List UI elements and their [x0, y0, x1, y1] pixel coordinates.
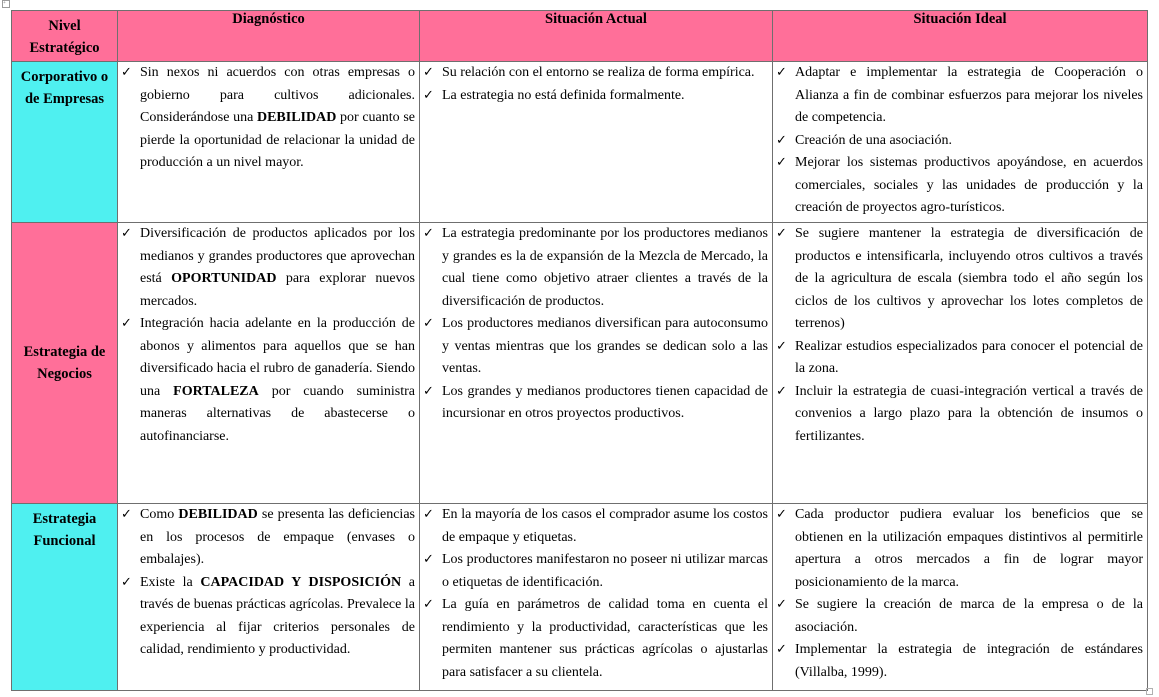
- bullet-text: Implementar la estrategia de integración de estándares (Villalba, 1999).: [795, 642, 1143, 680]
- check-mark-icon: ✓: [776, 155, 787, 170]
- check-mark-icon: ✓: [423, 597, 434, 612]
- level-business: Estrategia de Negocios: [12, 223, 118, 504]
- bullet-item: [773, 152, 1143, 220]
- bullet-text: Diversificación de productos aplicados por los medianos y grandes productores que aprovechan está: [140, 226, 415, 286]
- cell-current: [420, 223, 773, 504]
- row-corporate: [12, 62, 1148, 223]
- bullet-list: [118, 223, 419, 448]
- check-mark-icon: ✓: [776, 597, 787, 612]
- bullet-text: Los grandes y medianos productores tienen capacidad de incursionar en otros proyectos productivos.: [442, 383, 768, 421]
- bullet-item: [118, 62, 415, 175]
- bullet-text: Se sugiere la creación de marca de la empresa o de la asociación.: [795, 597, 1143, 635]
- bullet-text: Cada productor pudiera evaluar los beneficios que se obtienen en la utilización empaques distintivos al permitirle apertura a otros mercados a fin de lograr mayor posicionamiento de la marca.: [795, 507, 1143, 590]
- header-current: Situación Actual: [420, 11, 773, 62]
- bullet-item: [420, 381, 768, 426]
- bullet-keyword: OPORTUNIDAD: [171, 271, 277, 286]
- check-mark-icon: ✓: [423, 552, 434, 567]
- bullet-list: [420, 223, 772, 426]
- bullet-list: [420, 504, 772, 684]
- bullet-item: [118, 504, 415, 572]
- bullet-text: a través de buenas prácticas agrícolas. Prevalece la experiencia al fijar criterios personales de calidad, rendimiento y productividad.: [140, 574, 415, 657]
- bullet-list: [773, 223, 1147, 448]
- anchor-icon: +: [2, 0, 10, 8]
- check-mark-icon: ✓: [423, 87, 434, 103]
- bullet-text: por cuando suministra maneras alternativas de abastecerse o autofinanciarse.: [140, 383, 415, 444]
- bullet-item: [773, 381, 1143, 449]
- check-mark-icon: ✓: [121, 574, 132, 590]
- bullet-item: [773, 336, 1143, 381]
- header-level: Nivel Estratégico: [12, 11, 118, 62]
- bullet-item: [773, 594, 1143, 639]
- bullet-text: para explorar nuevos mercados.: [140, 271, 415, 309]
- bullet-text: La estrategia predominante por los productores medianos y grandes es la de expansión de la Mezcla de Mercado, la cual tiene como objetivo atraer clientes a través de la diversificación de productos.: [442, 226, 768, 309]
- level-functional: Estrategia Funcional: [12, 504, 118, 691]
- bullet-item: [420, 549, 768, 594]
- bullet-item: [420, 594, 768, 684]
- header-ideal: Situación Ideal: [773, 11, 1148, 62]
- bullet-item: [420, 85, 768, 108]
- check-mark-icon: ✓: [423, 383, 434, 399]
- bullet-keyword: DEBILIDAD: [256, 110, 337, 125]
- bullet-text: La estrategia no está definida formalmente.: [442, 87, 685, 103]
- bullet-list: [118, 504, 419, 662]
- check-mark-icon: ✓: [776, 65, 787, 80]
- bullet-item: [773, 130, 1143, 153]
- check-mark-icon: ✓: [423, 316, 434, 331]
- bullet-item: [773, 504, 1143, 594]
- cell-diagnostic: [118, 223, 420, 504]
- bullet-item: [118, 223, 415, 313]
- check-mark-icon: ✓: [423, 226, 434, 241]
- bullet-text: Realizar estudios especializados para conocer el potencial de la zona.: [795, 338, 1143, 376]
- bullet-list: [773, 62, 1147, 220]
- bullet-list: [773, 504, 1147, 684]
- check-mark-icon: ✓: [776, 226, 787, 241]
- bullet-text: por cuanto se pierde la oportunidad de relacionar la unidad de producción a un nivel mayor.: [140, 110, 415, 170]
- bullet-keyword: DEBILIDAD: [178, 507, 258, 522]
- bullet-text: Existe la: [140, 574, 201, 590]
- bullet-list: [118, 62, 419, 175]
- cell-ideal: [773, 62, 1148, 223]
- check-mark-icon: ✓: [423, 65, 434, 80]
- row-business: [12, 223, 1148, 504]
- bullet-item: [420, 62, 768, 85]
- cell-current: [420, 504, 773, 691]
- bullet-text: Sin nexos ni acuerdos con otras empresas o gobierno para cultivos adicionales. Considerándose una: [140, 65, 415, 125]
- bullet-text: Adaptar e implementar la estrategia de Cooperación o Alianza a fin de combinar esfuerzos para mejorar los niveles de competencia.: [795, 65, 1143, 125]
- cell-diagnostic: [118, 62, 420, 223]
- bullet-text: Los productores medianos diversifican para autoconsumo y ventas mientras que los grandes se dedican solo a las ventas.: [442, 316, 768, 376]
- bullet-list: [420, 62, 772, 107]
- cell-current: [420, 62, 773, 223]
- bullet-text: Mejorar los sistemas productivos apoyándose, en acuerdos comerciales, sociales y las unidades de producción y la creación de proyectos agro-turísticos.: [795, 155, 1143, 215]
- bullet-text: Los productores manifestaron no poseer ni utilizar marcas o etiquetas de identificación.: [442, 552, 768, 590]
- cell-diagnostic: [118, 504, 420, 691]
- bullet-text: Creación de una asociación.: [795, 132, 953, 148]
- bullet-text: Su relación con el entorno se realiza de forma empírica.: [442, 65, 755, 80]
- check-mark-icon: ✓: [423, 507, 434, 522]
- check-mark-icon: ✓: [776, 642, 787, 657]
- bullet-item: [420, 504, 768, 549]
- cell-ideal: [773, 223, 1148, 504]
- header-row: [12, 11, 1148, 62]
- bullet-text: La guía en parámetros de calidad toma en cuenta el rendimiento y la productividad, características que les permiten mantener sus prácticas agrícolas o ajustarlas para satisfacer a su clientela.: [442, 597, 768, 680]
- check-mark-icon: ✓: [121, 65, 132, 80]
- bullet-item: [773, 639, 1143, 684]
- bullet-text: Incluir la estrategia de cuasi-integración vertical a través de convenios a largo plazo para la obtención de insumos o fertilizantes.: [795, 383, 1143, 444]
- header-diagnostic: Diagnóstico: [118, 11, 420, 62]
- level-corporate: Corporativo o de Empresas: [12, 62, 118, 223]
- check-mark-icon: ✓: [776, 338, 787, 354]
- bullet-text: Como: [140, 507, 179, 522]
- bullet-item: [773, 223, 1143, 336]
- check-mark-icon: ✓: [776, 383, 787, 399]
- check-mark-icon: ✓: [776, 132, 787, 148]
- check-mark-icon: ✓: [121, 316, 132, 331]
- row-functional: [12, 504, 1148, 691]
- cell-ideal: [773, 504, 1148, 691]
- bullet-keyword: FORTALEZA: [173, 383, 259, 399]
- bullet-item: [773, 62, 1143, 130]
- bullet-text: En la mayoría de los casos el comprador asume los costos de empaque y etiquetas.: [442, 507, 768, 545]
- bullet-item: [420, 313, 768, 381]
- bullet-item: [420, 223, 768, 313]
- bullet-item: [118, 572, 415, 662]
- bullet-text: Integración hacia adelante en la producción de abonos y alimentos para aquellos que se han diversificado hacia el rubro de ganadería. Siendo una: [140, 316, 415, 399]
- bullet-item: [118, 313, 415, 448]
- strategy-matrix-table: [11, 10, 1148, 691]
- check-mark-icon: ✓: [776, 507, 787, 522]
- bullet-keyword: CAPACIDAD Y DISPOSICIÓN: [200, 574, 402, 590]
- bullet-text: se presenta las deficiencias en los procesos de empaque (envases o embalajes).: [140, 507, 415, 567]
- check-mark-icon: ✓: [121, 507, 132, 522]
- bullet-text: Se sugiere mantener la estrategia de diversificación de productos e intensificarla, incluyendo otros cultivos a través de la agricultura de escala (siembra todo el año según los ciclos de los cultivos y aprovechar los lotes completos de terrenos): [795, 226, 1143, 331]
- check-mark-icon: ✓: [121, 226, 132, 241]
- end-marker: [1146, 688, 1153, 695]
